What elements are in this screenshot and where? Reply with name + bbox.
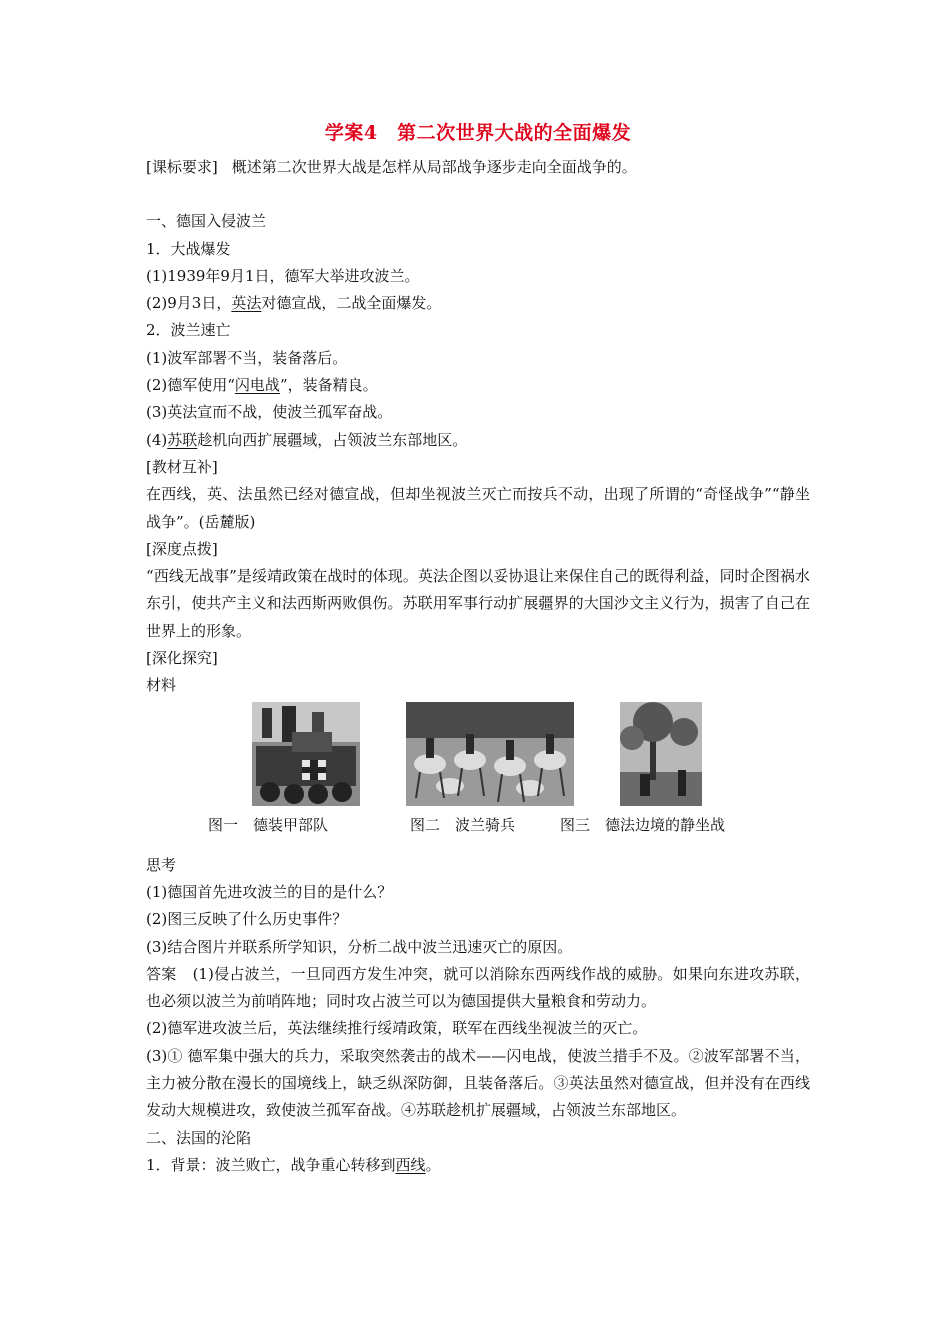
answer-2: (2)德军进攻波兰后，英法继续推行绥靖政策，联军在西线坐视波兰的灭亡。 [146,1019,648,1038]
figure3-caption: 图三 德法边境的静坐战 [560,815,726,834]
section1-point1-line2: (2)9月3日，英法对德宣战，二战全面爆发。 [146,294,442,313]
supplement-text: 在西线，英、法虽然已经对德宣战，但却坐视波兰灭亡而按兵不动，出现了所谓的“奇怪战争”“静坐战争”。(岳麓版) [146,485,810,531]
blank-answer: 闪电战 [234,376,280,395]
section1-point2-line3: (3)英法宣而不战，使波兰孤军奋战。 [146,403,393,422]
section1-point2-line2: (2)德军使用“闪电战”，装备精良。 [146,376,378,395]
section1-point2-line4: (4)苏联趁机向西扩展疆域，占领波兰东部地区。 [146,430,468,449]
answer-label: 答案 [146,964,177,983]
figure3-photo [620,702,702,806]
document-page [146,118,810,1179]
page-title: 学案4 第二次世界大战的全面爆发 [324,122,632,144]
requirement-label: [课标要求] [146,158,218,176]
explore-label: [深化探究] [146,649,218,668]
insight-label: [深度点拨] [146,539,218,558]
section2-heading: 二、法国的沦陷 [146,1128,252,1147]
figure2-photo [406,702,574,806]
answer-3: (3)① 德军集中强大的兵力，采取突然袭击的战术——闪电战，使波兰措手不及。②波军部署不当，主力被分散在漫长的国境线上，缺乏纵深防御，且装备落后。③英法虽然对德宣战，但并没有在西线发动大规模进攻，致使波兰孤军奋战。④苏联趁机扩展疆域，占领波兰东部地区。 [146,1046,810,1120]
think-question1: (1)德国首先进攻波兰的目的是什么？ [146,882,393,901]
think-question3: (3)结合图片并联系所学知识，分析二战中波兰迅速灭亡的原因。 [146,937,573,956]
section2-point1: 1．背景：波兰败亡，战争重心转移到西线。 [146,1155,441,1174]
section1-point1-title: 1．大战爆发 [146,239,231,258]
figure-row [146,702,810,852]
think-label: 思考 [146,855,177,874]
section1-point2-line1: (1)波军部署不当，装备落后。 [146,348,348,367]
section1-heading: 一、德国入侵波兰 [146,212,267,231]
section1-point2-title: 2．波兰速亡 [146,321,231,340]
answer-1: 答案 (1)侵占波兰，一旦同西方发生冲突，就可以消除东西两线作战的威胁。如果向东进攻苏联，也必须以波兰为前哨阵地；同时攻占波兰可以为德国提供大量粮食和劳动力。 [146,964,810,1011]
material-label: 材料 [146,676,177,695]
requirement-line [146,154,810,181]
blank-answer: 苏联 [167,430,198,449]
requirement-text: 概述第二次世界大战是怎样从局部战争逐步走向全面战争的。 [231,158,637,176]
figure2-caption: 图二 波兰骑兵 [410,815,516,834]
figure1-photo [252,702,360,806]
think-question2: (2)图三反映了什么历史事件？ [146,910,348,929]
blank-answer: 英法 [231,294,262,313]
section1-point1-line1: (1)1939年9月1日，德军大举进攻波兰。 [146,266,420,285]
insight-text: “西线无战事”是绥靖政策在战时的体现。英法企图以妥协退让来保住自己的既得利益，同时企图祸水东引，使共产主义和法西斯两败俱伤。苏联用军事行动扩展疆界的大国沙文主义行为，损害了自己在世界上的形象。 [146,567,810,640]
blank-answer: 西线 [395,1155,426,1174]
figure1-caption: 图一 德装甲部队 [208,815,329,834]
supplement-label: [教材互补] [146,457,218,476]
